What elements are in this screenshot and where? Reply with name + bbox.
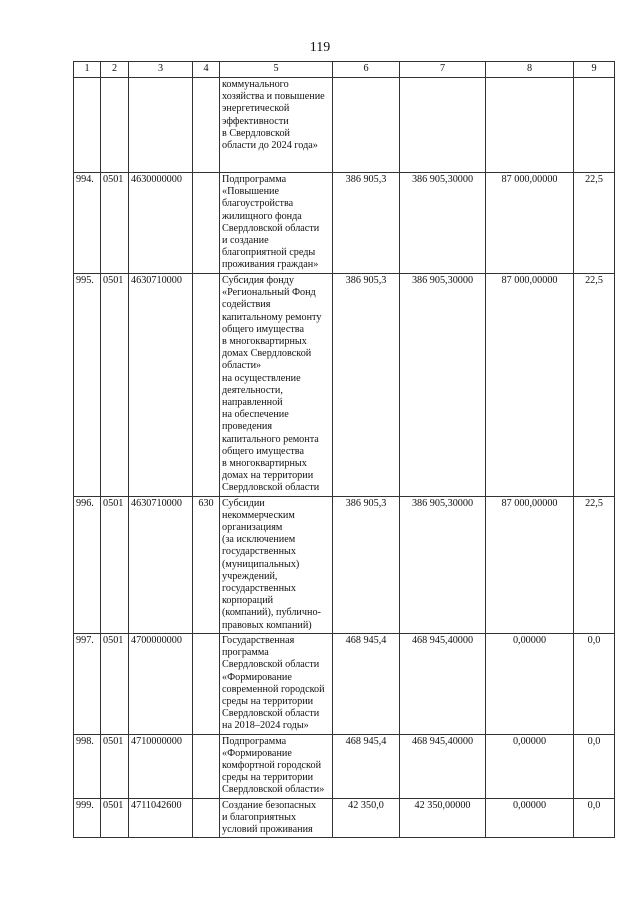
amount: 386 905,3 — [333, 173, 400, 274]
section-code: 0501 — [101, 734, 129, 798]
section-code: 0501 — [101, 173, 129, 274]
target-code: 4630000000 — [129, 173, 193, 274]
table-header — [74, 62, 615, 78]
amount-precise: 386 905,30000 — [400, 274, 486, 497]
column-header: 8 — [486, 62, 574, 78]
amount-b — [486, 78, 574, 173]
amount-precise: 468 945,40000 — [400, 633, 486, 734]
row-number: 995. — [74, 274, 101, 497]
table-row — [74, 798, 615, 838]
target-code: 4630710000 — [129, 274, 193, 497]
section-code: 0501 — [101, 798, 129, 838]
expense-type — [193, 78, 220, 173]
amount-precise: 42 350,00000 — [400, 798, 486, 838]
item-name: Субсидия фонду «Региональный Фонд содействия капитальному ремонту общего имущества в многоквартирных домах Свердловской области» на осуществление деятельности, направленной на обеспечение проведения капитального ремонта общего имущества в многоквартирных домах на территории Свердловской области — [220, 274, 333, 497]
target-code: 4630710000 — [129, 496, 193, 633]
item-name: коммунального хозяйства и повышение энергетической эффективности в Свердловской области до 2024 года» — [220, 78, 333, 173]
target-code: 4700000000 — [129, 633, 193, 734]
expense-type — [193, 734, 220, 798]
percent: 0,0 — [574, 798, 615, 838]
amount-b: 0,00000 — [486, 633, 574, 734]
expense-type — [193, 274, 220, 497]
target-code: 4711042600 — [129, 798, 193, 838]
amount: 468 945,4 — [333, 734, 400, 798]
column-header: 6 — [333, 62, 400, 78]
amount: 386 905,3 — [333, 496, 400, 633]
column-header: 1 — [74, 62, 101, 78]
item-name: Субсидии некоммерческим организациям (за исключением государственных (муниципальных) учреждений, государственных корпораций (компаний), публично- правовых компаний) — [220, 496, 333, 633]
row-number: 998. — [74, 734, 101, 798]
amount — [333, 78, 400, 173]
amount-b: 0,00000 — [486, 798, 574, 838]
amount-b: 87 000,00000 — [486, 173, 574, 274]
amount-precise — [400, 78, 486, 173]
amount-b: 87 000,00000 — [486, 496, 574, 633]
amount-precise: 386 905,30000 — [400, 173, 486, 274]
table-row — [74, 274, 615, 497]
amount: 42 350,0 — [333, 798, 400, 838]
column-header: 7 — [400, 62, 486, 78]
column-header: 5 — [220, 62, 333, 78]
expense-type — [193, 173, 220, 274]
target-code: 4710000000 — [129, 734, 193, 798]
table-row — [74, 78, 615, 173]
column-header: 2 — [101, 62, 129, 78]
expense-type — [193, 798, 220, 838]
column-header: 3 — [129, 62, 193, 78]
item-name: Подпрограмма «Формирование комфортной городской среды на территории Свердловской области» — [220, 734, 333, 798]
table-row — [74, 633, 615, 734]
amount-precise: 468 945,40000 — [400, 734, 486, 798]
table-row — [74, 496, 615, 633]
row-number: 999. — [74, 798, 101, 838]
header-row — [74, 62, 615, 78]
row-number: 996. — [74, 496, 101, 633]
amount: 468 945,4 — [333, 633, 400, 734]
column-header: 4 — [193, 62, 220, 78]
percent: 22,5 — [574, 173, 615, 274]
table-body — [74, 78, 615, 838]
column-header: 9 — [574, 62, 615, 78]
expense-type — [193, 633, 220, 734]
amount-b: 87 000,00000 — [486, 274, 574, 497]
page-number: 119 — [309, 40, 331, 55]
percent — [574, 78, 615, 173]
target-code — [129, 78, 193, 173]
section-code: 0501 — [101, 633, 129, 734]
amount: 386 905,3 — [333, 274, 400, 497]
percent: 22,5 — [574, 274, 615, 497]
row-number — [74, 78, 101, 173]
section-code: 0501 — [101, 274, 129, 497]
amount-precise: 386 905,30000 — [400, 496, 486, 633]
expense-type: 630 — [193, 496, 220, 633]
percent: 0,0 — [574, 734, 615, 798]
percent: 22,5 — [574, 496, 615, 633]
item-name: Подпрограмма «Повышение благоустройства жилищного фонда Свердловской области и создание благоприятной среды проживания граждан» — [220, 173, 333, 274]
item-name: Создание безопасных и благоприятных условий проживания — [220, 798, 333, 838]
row-number: 994. — [74, 173, 101, 274]
table-row — [74, 173, 615, 274]
table-row — [74, 734, 615, 798]
amount-b: 0,00000 — [486, 734, 574, 798]
percent: 0,0 — [574, 633, 615, 734]
budget-table — [73, 61, 615, 838]
row-number: 997. — [74, 633, 101, 734]
section-code: 0501 — [101, 496, 129, 633]
section-code — [101, 78, 129, 173]
item-name: Государственная программа Свердловской области «Формирование современной городской среды на территории Свердловской области на 2018–2024 годы» — [220, 633, 333, 734]
